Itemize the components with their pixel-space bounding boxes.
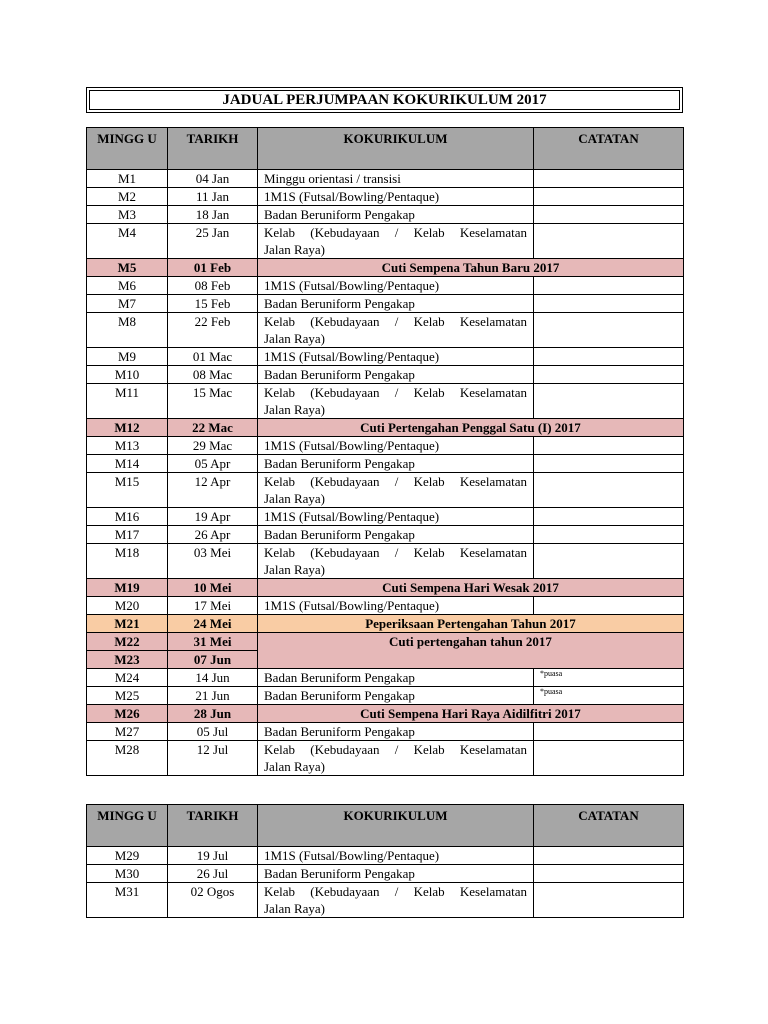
week-cell: M30	[87, 865, 168, 883]
activity-cell: 1M1S (Futsal/Bowling/Pentaque)	[258, 437, 534, 455]
notes-cell	[534, 508, 684, 526]
week-cell: M2	[87, 188, 168, 206]
notes-cell	[534, 437, 684, 455]
table-row	[87, 224, 684, 259]
week-cell: M9	[87, 348, 168, 366]
week-cell: M26	[87, 705, 168, 723]
date-cell: 10 Mei	[168, 579, 258, 597]
date-cell: 07 Jun	[168, 651, 258, 669]
date-cell: 19 Jul	[168, 847, 258, 865]
week-cell: M14	[87, 455, 168, 473]
table-row	[87, 508, 684, 526]
notes-cell	[534, 669, 684, 687]
notes-cell	[534, 188, 684, 206]
date-cell: 18 Jan	[168, 206, 258, 224]
header-activity: KOKURIKULUM	[258, 805, 534, 847]
date-cell: 22 Mac	[168, 419, 258, 437]
activity-cell	[258, 883, 534, 918]
header-row	[87, 805, 684, 847]
date-cell: 01 Feb	[168, 259, 258, 277]
date-cell: 05 Apr	[168, 455, 258, 473]
week-cell: M15	[87, 473, 168, 508]
week-cell: M11	[87, 384, 168, 419]
activity-cell: 1M1S (Futsal/Bowling/Pentaque)	[258, 348, 534, 366]
activity-cell	[258, 473, 534, 508]
notes-cell	[534, 224, 684, 259]
week-cell: M24	[87, 669, 168, 687]
activity-cell: Badan Beruniform Pengakap	[258, 526, 534, 544]
activity-line-2: Jalan Raya)	[264, 402, 326, 417]
date-cell: 03 Mei	[168, 544, 258, 579]
table-row	[87, 705, 684, 723]
table-row	[87, 170, 684, 188]
week-cell: M10	[87, 366, 168, 384]
date-cell: 17 Mei	[168, 597, 258, 615]
activity-cell: 1M1S (Futsal/Bowling/Pentaque)	[258, 508, 534, 526]
activity-line-1: Kelab (Kebudayaan / Kelab Keselamatan	[264, 474, 527, 489]
notes-cell	[534, 865, 684, 883]
activity-line-2: Jalan Raya)	[264, 562, 326, 577]
date-cell: 12 Apr	[168, 473, 258, 508]
notes-cell	[534, 348, 684, 366]
table-row	[87, 348, 684, 366]
table-row	[87, 295, 684, 313]
table-row	[87, 687, 684, 705]
week-cell: M19	[87, 579, 168, 597]
activity-line-2: Jalan Raya)	[264, 331, 326, 346]
notes-cell	[534, 366, 684, 384]
header-date: TARIKH	[168, 128, 258, 170]
notes-cell	[534, 206, 684, 224]
note-text: *puasa	[540, 669, 563, 678]
table-row	[87, 259, 684, 277]
week-cell: M17	[87, 526, 168, 544]
date-cell: 01 Mac	[168, 348, 258, 366]
activity-cell: 1M1S (Futsal/Bowling/Pentaque)	[258, 277, 534, 295]
header-week-label: MINGG U	[97, 131, 157, 146]
date-cell: 29 Mac	[168, 437, 258, 455]
table-row	[87, 847, 684, 865]
exam-cell: Peperiksaan Pertengahan Tahun 2017	[258, 615, 684, 633]
activity-line-2: Jalan Raya)	[264, 242, 326, 257]
notes-cell	[534, 544, 684, 579]
notes-cell	[534, 687, 684, 705]
week-cell: M13	[87, 437, 168, 455]
table-row	[87, 579, 684, 597]
table-row	[87, 615, 684, 633]
notes-cell	[534, 170, 684, 188]
week-cell: M28	[87, 741, 168, 776]
table-row	[87, 277, 684, 295]
table-row	[87, 473, 684, 508]
notes-cell	[534, 313, 684, 348]
table-row	[87, 206, 684, 224]
activity-line-1: Kelab (Kebudayaan / Kelab Keselamatan	[264, 314, 527, 329]
week-cell: M5	[87, 259, 168, 277]
week-cell: M29	[87, 847, 168, 865]
header-week	[87, 128, 168, 170]
date-cell: 26 Apr	[168, 526, 258, 544]
week-cell: M21	[87, 615, 168, 633]
header-notes: CATATAN	[534, 128, 684, 170]
date-cell: 28 Jun	[168, 705, 258, 723]
activity-line-2: Jalan Raya)	[264, 901, 326, 916]
header-row	[87, 128, 684, 170]
activity-cell	[258, 544, 534, 579]
notes-cell	[534, 741, 684, 776]
date-cell: 21 Jun	[168, 687, 258, 705]
week-cell: M1	[87, 170, 168, 188]
table-row	[87, 865, 684, 883]
week-cell: M7	[87, 295, 168, 313]
activity-cell: Badan Beruniform Pengakap	[258, 865, 534, 883]
week-cell: M3	[87, 206, 168, 224]
notes-cell	[534, 597, 684, 615]
header-notes: CATATAN	[534, 805, 684, 847]
activity-cell: 1M1S (Futsal/Bowling/Pentaque)	[258, 597, 534, 615]
week-cell: M22	[87, 633, 168, 651]
table-row	[87, 669, 684, 687]
date-cell: 04 Jan	[168, 170, 258, 188]
note-text: *puasa	[540, 687, 563, 696]
date-cell: 15 Mac	[168, 384, 258, 419]
notes-cell	[534, 847, 684, 865]
notes-cell	[534, 277, 684, 295]
week-cell: M16	[87, 508, 168, 526]
week-cell: M12	[87, 419, 168, 437]
notes-cell	[534, 455, 684, 473]
date-cell: 25 Jan	[168, 224, 258, 259]
notes-cell	[534, 295, 684, 313]
table-row	[87, 723, 684, 741]
date-cell: 26 Jul	[168, 865, 258, 883]
date-cell: 08 Feb	[168, 277, 258, 295]
week-cell: M23	[87, 651, 168, 669]
activity-cell	[258, 384, 534, 419]
activity-line-1: Kelab (Kebudayaan / Kelab Keselamatan	[264, 545, 527, 560]
page-title: JADUAL PERJUMPAAN KOKURIKULUM 2017	[222, 91, 547, 108]
table-row	[87, 384, 684, 419]
activity-cell: Minggu orientasi / transisi	[258, 170, 534, 188]
table-row	[87, 437, 684, 455]
table-row	[87, 366, 684, 384]
activity-line-1: Kelab (Kebudayaan / Kelab Keselamatan	[264, 225, 527, 240]
week-cell: M31	[87, 883, 168, 918]
table-row	[87, 419, 684, 437]
header-date: TARIKH	[168, 805, 258, 847]
holiday-cell: Cuti Sempena Tahun Baru 2017	[258, 259, 684, 277]
holiday-merged-cell: Cuti pertengahan tahun 2017	[258, 633, 684, 669]
table-row	[87, 526, 684, 544]
activity-cell: Badan Beruniform Pengakap	[258, 687, 534, 705]
notes-cell	[534, 526, 684, 544]
date-cell: 31 Mei	[168, 633, 258, 651]
week-cell: M27	[87, 723, 168, 741]
activity-cell	[258, 224, 534, 259]
table-row	[87, 455, 684, 473]
table-row	[87, 741, 684, 776]
week-cell: M25	[87, 687, 168, 705]
activity-cell: 1M1S (Futsal/Bowling/Pentaque)	[258, 847, 534, 865]
activity-cell: Badan Beruniform Pengakap	[258, 723, 534, 741]
activity-cell	[258, 741, 534, 776]
activity-line-2: Jalan Raya)	[264, 759, 326, 774]
table-row	[87, 544, 684, 579]
activity-cell: 1M1S (Futsal/Bowling/Pentaque)	[258, 188, 534, 206]
activity-line-1: Kelab (Kebudayaan / Kelab Keselamatan	[264, 742, 527, 757]
date-cell: 12 Jul	[168, 741, 258, 776]
activity-line-2: Jalan Raya)	[264, 491, 326, 506]
activity-cell: Badan Beruniform Pengakap	[258, 455, 534, 473]
activity-cell	[258, 313, 534, 348]
activity-line-1: Kelab (Kebudayaan / Kelab Keselamatan	[264, 385, 527, 400]
week-cell: M6	[87, 277, 168, 295]
week-cell: M4	[87, 224, 168, 259]
notes-cell	[534, 473, 684, 508]
date-cell: 08 Mac	[168, 366, 258, 384]
activity-line-1: Kelab (Kebudayaan / Kelab Keselamatan	[264, 884, 527, 899]
table-row	[87, 633, 684, 651]
header-week-label: MINGG U	[97, 808, 157, 823]
header-week	[87, 805, 168, 847]
week-cell: M18	[87, 544, 168, 579]
date-cell: 14 Jun	[168, 669, 258, 687]
holiday-cell: Cuti Sempena Hari Raya Aidilfitri 2017	[258, 705, 684, 723]
activity-cell: Badan Beruniform Pengakap	[258, 366, 534, 384]
date-cell: 05 Jul	[168, 723, 258, 741]
date-cell: 24 Mei	[168, 615, 258, 633]
table-row	[87, 597, 684, 615]
table-row	[87, 188, 684, 206]
date-cell: 22 Feb	[168, 313, 258, 348]
week-cell: M8	[87, 313, 168, 348]
week-cell: M20	[87, 597, 168, 615]
holiday-cell: Cuti Pertengahan Penggal Satu (I) 2017	[258, 419, 684, 437]
holiday-cell: Cuti Sempena Hari Wesak 2017	[258, 579, 684, 597]
notes-cell	[534, 883, 684, 918]
table-row	[87, 883, 684, 918]
date-cell: 19 Apr	[168, 508, 258, 526]
schedule-table-2	[86, 804, 684, 918]
header-activity: KOKURIKULUM	[258, 128, 534, 170]
date-cell: 11 Jan	[168, 188, 258, 206]
date-cell: 15 Feb	[168, 295, 258, 313]
notes-cell	[534, 384, 684, 419]
table-row	[87, 313, 684, 348]
activity-cell: Badan Beruniform Pengakap	[258, 295, 534, 313]
activity-cell: Badan Beruniform Pengakap	[258, 206, 534, 224]
schedule-table-1	[86, 127, 684, 776]
date-cell: 02 Ogos	[168, 883, 258, 918]
activity-cell: Badan Beruniform Pengakap	[258, 669, 534, 687]
notes-cell	[534, 723, 684, 741]
title-box	[86, 87, 683, 113]
